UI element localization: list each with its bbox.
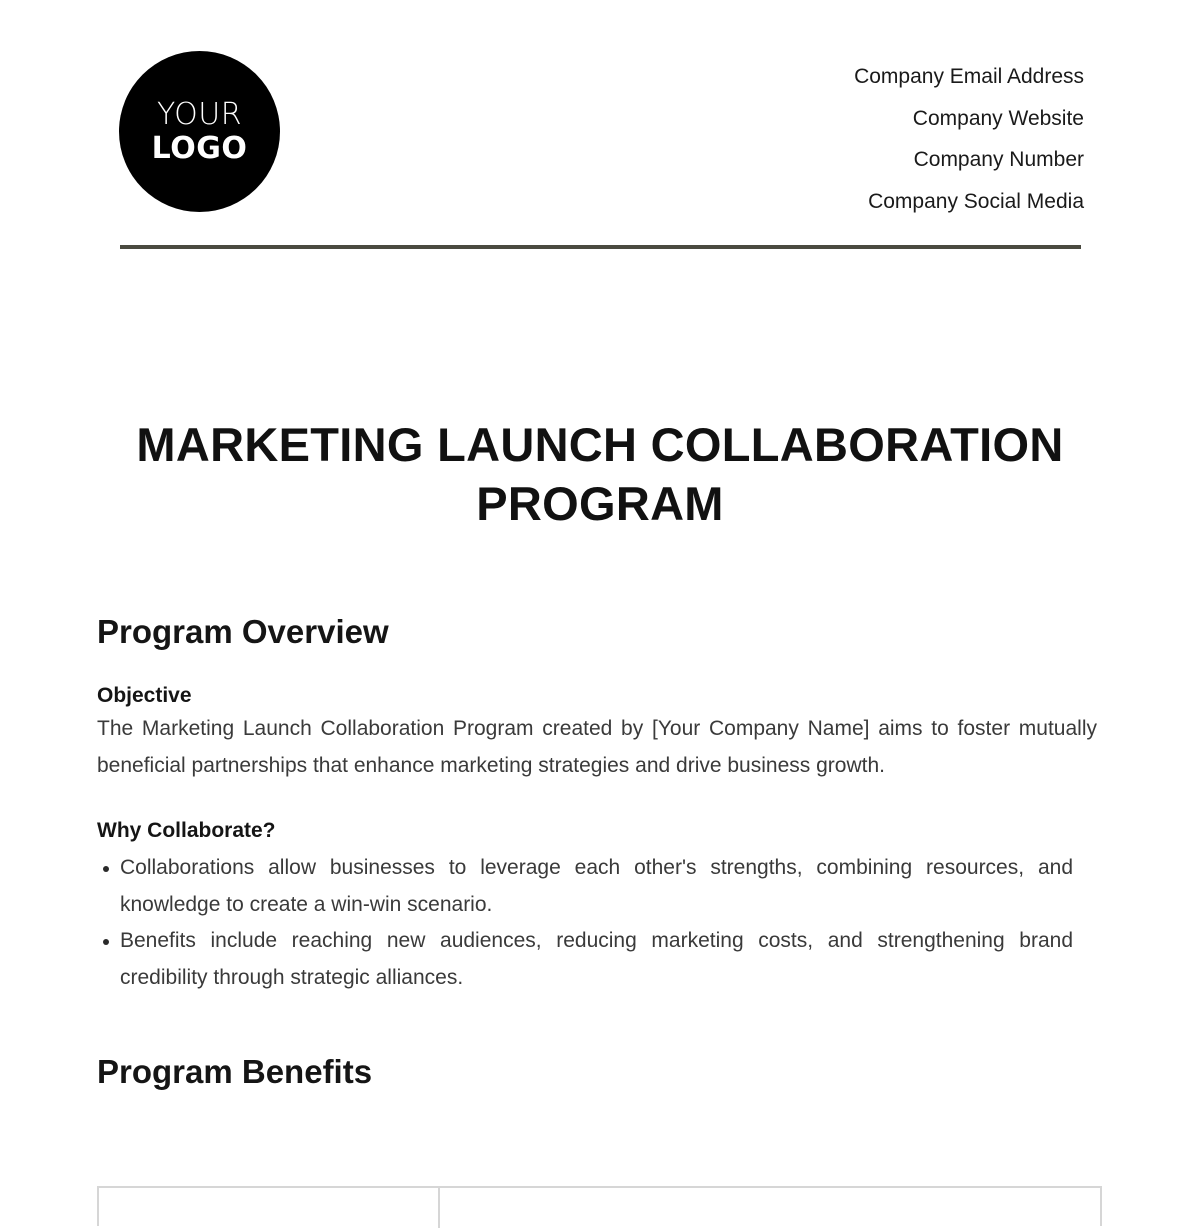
objective-paragraph: The Marketing Launch Collaboration Program created by [Your Company Name] aims to foster mutually beneficial partnerships that enhance marketing strategies and drive business growth.	[97, 717, 1097, 777]
contact-website: Company Website	[912, 106, 1084, 130]
table-column-divider	[438, 1188, 440, 1228]
list-item: Collaborations allow businesses to leverage each other's strengths, combining resources, and knowledge to create a win-win scenario.	[97, 850, 1073, 923]
contact-block	[854, 56, 1084, 222]
logo-line-2: LOGO	[151, 130, 248, 166]
why-collaborate-list	[97, 850, 1073, 996]
why-collaborate-label: Why Collaborate?	[97, 819, 276, 842]
contact-social-media: Company Social Media	[868, 189, 1084, 213]
benefits-table	[97, 1186, 1102, 1226]
document-body	[97, 612, 1097, 1092]
logo-line-1: YOUR	[156, 96, 243, 132]
objective-label: Objective	[97, 684, 192, 707]
company-logo	[119, 51, 280, 212]
list-item: Benefits include reaching new audiences, reducing marketing costs, and strengthening brand credibility through strategic alliances.	[97, 923, 1073, 996]
document-title: MARKETING LAUNCH COLLABORATION PROGRAM	[136, 418, 1064, 530]
contact-number: Company Number	[913, 148, 1084, 171]
program-overview-heading: Program Overview	[97, 613, 389, 650]
contact-email: Company Email Address	[854, 65, 1084, 88]
header-divider	[120, 245, 1081, 249]
program-benefits-heading: Program Benefits	[97, 1053, 373, 1090]
